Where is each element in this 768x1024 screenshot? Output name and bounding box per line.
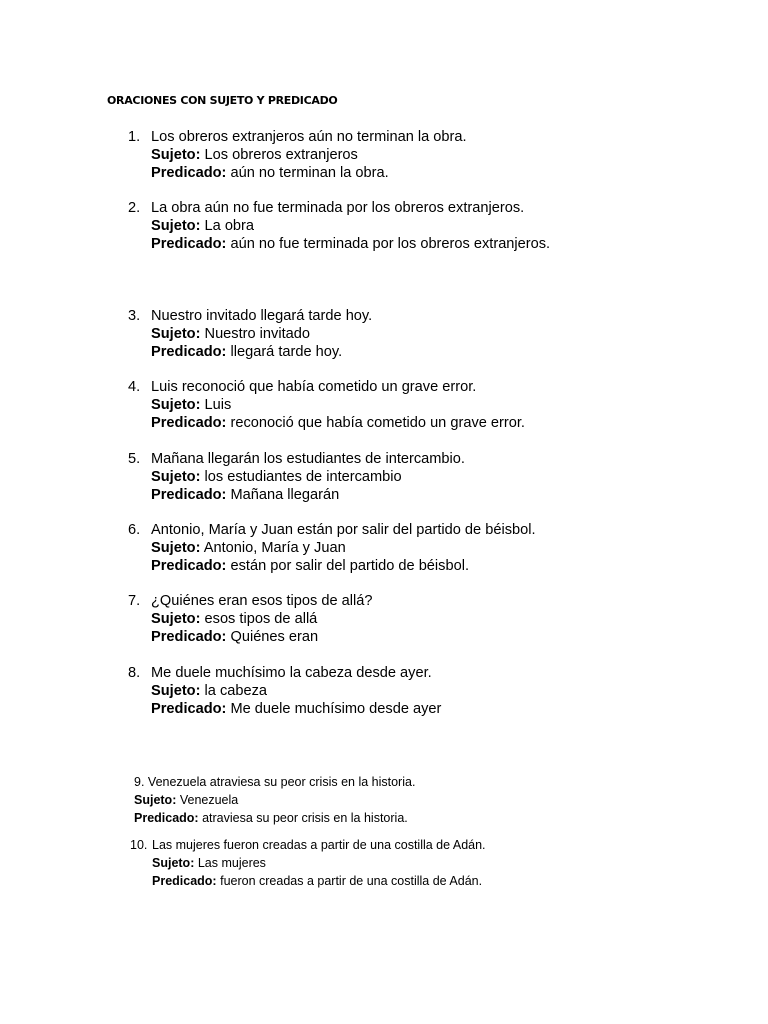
item-number: 5. — [128, 451, 141, 467]
item-sentence: Los obreros extranjeros aún no terminan la obra. — [151, 129, 467, 145]
predicate-text: Me duele muchísimo desde ayer — [230, 701, 442, 717]
subject-line — [151, 468, 402, 486]
subject-text: Venezuela — [179, 793, 239, 807]
item-number: 7. — [128, 593, 141, 609]
item-sentence: Mañana llegarán los estudiantes de intercambio. — [151, 451, 465, 467]
subject-line — [151, 217, 254, 235]
predicate-text: aún no fue terminada por los obreros extranjeros. — [230, 236, 551, 252]
predicate-text: llegará tarde hoy. — [230, 344, 343, 360]
item-sentence: La obra aún no fue terminada por los obreros extranjeros. — [151, 200, 525, 216]
item-sentence: ¿Quiénes eran esos tipos de allá? — [151, 593, 373, 609]
item-sentence: Luis reconoció que había cometido un grave error. — [151, 379, 477, 395]
subject-text: la cabeza — [204, 683, 268, 699]
subject-label: Sujeto: — [152, 856, 195, 870]
subject-line — [151, 146, 358, 164]
subject-line — [134, 791, 238, 809]
page-title: ORACIONES CON SUJETO Y PREDICADO — [107, 94, 338, 107]
subject-line — [151, 610, 317, 628]
subject-label: Sujeto: — [134, 793, 177, 807]
predicate-label: Predicado: — [151, 487, 227, 503]
predicate-line — [151, 700, 441, 718]
predicate-line — [151, 628, 318, 646]
predicate-label: Predicado: — [151, 629, 227, 645]
subject-label: Sujeto: — [151, 611, 201, 627]
subject-line — [152, 854, 266, 872]
subject-text: La obra — [204, 218, 255, 234]
item-sentence: Las mujeres fueron creadas a partir de una costilla de Adán. — [152, 838, 486, 852]
subject-line — [151, 396, 231, 414]
predicate-text: aún no terminan la obra. — [230, 165, 389, 181]
item-number: 4. — [128, 379, 141, 395]
subject-line — [151, 539, 346, 557]
predicate-line — [151, 557, 469, 575]
item-number: 8. — [128, 665, 141, 681]
item-sentence-line — [134, 773, 415, 791]
subject-line — [151, 325, 310, 343]
predicate-text: Quiénes eran — [230, 629, 319, 645]
subject-text: Antonio, María y Juan — [203, 540, 346, 556]
predicate-label: Predicado: — [151, 344, 227, 360]
subject-text: Los obreros extranjeros — [204, 147, 358, 163]
item-sentence: Venezuela atraviesa su peor crisis en la historia. — [147, 775, 416, 789]
item-number: 2. — [128, 200, 141, 216]
subject-text: los estudiantes de intercambio — [204, 469, 402, 485]
subject-label: Sujeto: — [151, 469, 201, 485]
subject-label: Sujeto: — [151, 326, 201, 342]
predicate-line — [151, 414, 525, 432]
predicate-label: Predicado: — [151, 701, 227, 717]
predicate-label: Predicado: — [151, 558, 227, 574]
item-sentence: Antonio, María y Juan están por salir del partido de béisbol. — [151, 522, 536, 538]
predicate-label: Predicado: — [134, 811, 199, 825]
predicate-line — [152, 872, 482, 890]
predicate-text: están por salir del partido de béisbol. — [230, 558, 469, 574]
subject-label: Sujeto: — [151, 683, 201, 699]
subject-text: Luis — [204, 397, 232, 413]
subject-label: Sujeto: — [151, 147, 201, 163]
item-number: 3. — [128, 308, 141, 324]
predicate-text: reconoció que había cometido un grave error. — [230, 415, 525, 431]
item-number: 9. — [134, 775, 145, 789]
item-number: 6. — [128, 522, 141, 538]
predicate-text: Mañana llegarán — [230, 487, 340, 503]
predicate-label: Predicado: — [151, 415, 227, 431]
predicate-line — [151, 164, 389, 182]
subject-label: Sujeto: — [151, 218, 201, 234]
predicate-text: fueron creadas a partir de una costilla de Adán. — [220, 874, 483, 888]
predicate-line — [134, 809, 408, 827]
predicate-text: atraviesa su peor crisis en la historia. — [202, 811, 408, 825]
predicate-line — [151, 235, 550, 253]
subject-label: Sujeto: — [151, 540, 201, 556]
predicate-label: Predicado: — [152, 874, 217, 888]
predicate-line — [151, 486, 339, 504]
item-sentence: Me duele muchísimo la cabeza desde ayer. — [151, 665, 432, 681]
item-number: 1. — [128, 129, 141, 145]
subject-text: esos tipos de allá — [204, 611, 318, 627]
predicate-label: Predicado: — [151, 165, 227, 181]
predicate-label: Predicado: — [151, 236, 227, 252]
subject-label: Sujeto: — [151, 397, 201, 413]
predicate-line — [151, 343, 342, 361]
item-sentence: Nuestro invitado llegará tarde hoy. — [151, 308, 373, 324]
subject-text: Nuestro invitado — [204, 326, 310, 342]
subject-text: Las mujeres — [197, 856, 266, 870]
subject-line — [151, 682, 267, 700]
item-number: 10. — [130, 838, 148, 852]
